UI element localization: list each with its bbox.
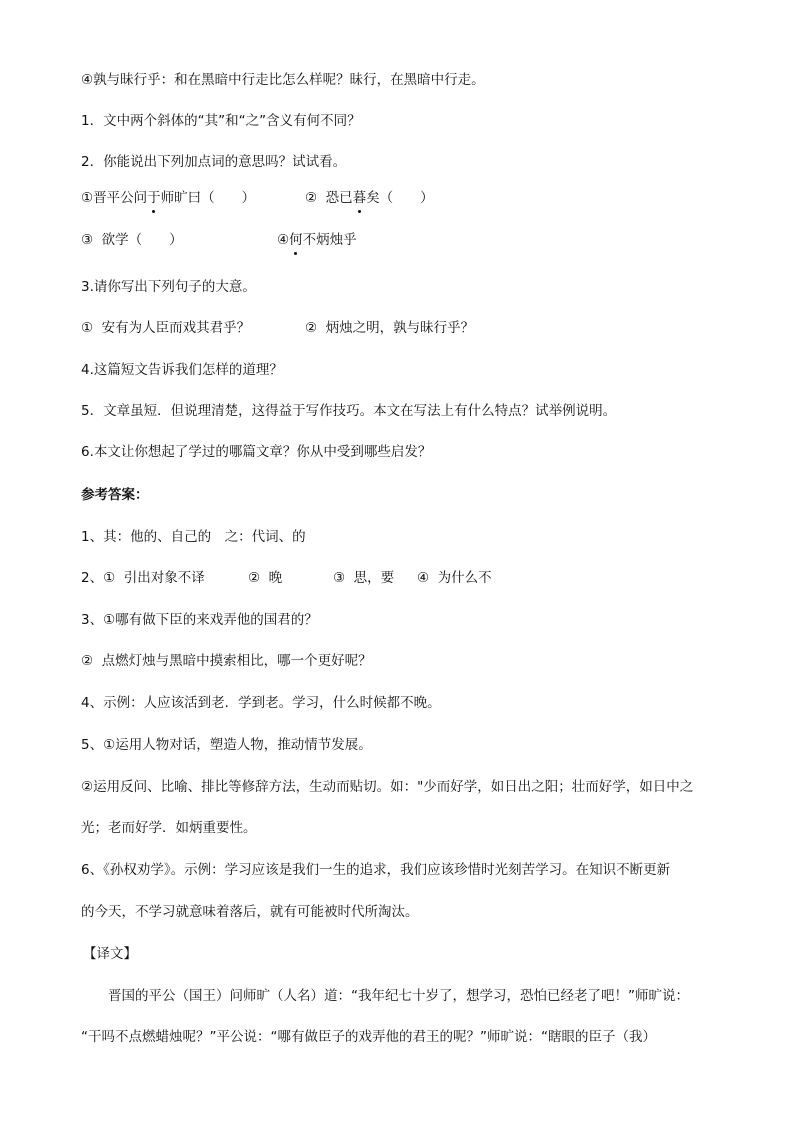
answer-6-line-1: 6、《孙权劝学》。示例：学习应该是我们一生的追求，我们应该珍惜时光刻苦学习。在知识不断更新 xyxy=(81,862,671,878)
question-4: 4.这篇短文告诉我们怎样的道理？ xyxy=(81,362,283,378)
question-2: 2．你能说出下列加点词的意思吗？试试看。 xyxy=(81,154,347,170)
dotted-char: 何 xyxy=(289,232,303,248)
answer-1: 1、其：他的、自己的 之：代词、的 xyxy=(81,529,306,545)
question-2-item-1 xyxy=(81,188,255,208)
question-2-item-3: ③ 欲学（ ） xyxy=(81,232,183,248)
item-text: 师旷曰（ ） xyxy=(160,190,256,206)
answer-4: 4、示例：人应该活到老．学到老。学习，什么时候都不晚。 xyxy=(81,695,441,711)
translation-line-2: “干吗不点燃蜡烛呢？”平公说：“哪有做臣子的戏弄他的君王的呢？”师旷说：“瞎眼的臣子（我） xyxy=(81,1029,656,1045)
dotted-char: 暮 xyxy=(352,190,367,206)
question-5: 5．文章虽短．但说理清楚，这得益于写作技巧。本文在写法上有什么特点？试举例说明。 xyxy=(81,403,617,419)
answer-5-line-1: 5、①运用人物对话，塑造人物，推动情节发展。 xyxy=(81,737,372,753)
item-text: 不炳烛乎 xyxy=(302,232,357,248)
answer-3-line-1: 3、①哪有做下臣的来戏弄他的国君的？ xyxy=(81,612,318,628)
note-line: ④孰与昧行乎：和在黑暗中行走比怎么样呢？昧行，在黑暗中行走。 xyxy=(81,72,485,88)
answer-2-item-2: ② 晚 xyxy=(248,570,283,586)
question-3-item-2: ② 炳烛之明，孰与昧行乎？ xyxy=(305,320,475,336)
translation-heading: 【译文】 xyxy=(83,946,137,962)
item-text: ② 恐已 xyxy=(305,190,353,206)
answer-5-line-3: 光；老而好学．如炳重要性。 xyxy=(81,820,257,836)
dotted-char: 于 xyxy=(147,190,161,206)
question-2-item-4 xyxy=(277,230,357,250)
question-3-item-1: ① 安有为人臣而戏其君乎？ xyxy=(81,320,251,336)
question-3: 3.请你写出下列句子的大意。 xyxy=(81,279,256,295)
answers-heading: 参考答案： xyxy=(81,487,149,503)
translation-line-1: 晋国的平公（国王）问师旷（人名）道：“我年纪七十岁了，想学习，恐怕已经老了吧！”师旷说： xyxy=(108,988,689,1004)
question-6: 6.本文让你想起了学过的哪篇文章？你从中受到哪些启发？ xyxy=(81,444,432,460)
item-text: 矣（ ） xyxy=(366,190,434,206)
answer-6-line-2: 的今天，不学习就意味着落后，就有可能被时代所淘汰。 xyxy=(81,904,419,920)
answer-2-item-4: ④ 为什么不 xyxy=(417,570,492,586)
answer-3-line-2: ② 点燃灯烛与黑暗中摸索相比，哪一个更好呢？ xyxy=(81,653,372,669)
answer-5-line-2: ②运用反问、比喻、排比等修辞方法，生动而贴切。如："少而好学，如日出之阳；壮而好学，如日中之 xyxy=(81,779,694,795)
answer-2-item-3: ③ 思，要 xyxy=(333,570,395,586)
question-2-item-2 xyxy=(305,188,434,208)
item-text: ①晋平公问 xyxy=(81,190,148,206)
item-text: ④ xyxy=(277,232,290,248)
answer-2-item-1: 2、① 引出对象不译 xyxy=(81,570,205,586)
question-1: 1．文中两个斜体的“其”和“之”含义有何不同？ xyxy=(81,113,361,129)
